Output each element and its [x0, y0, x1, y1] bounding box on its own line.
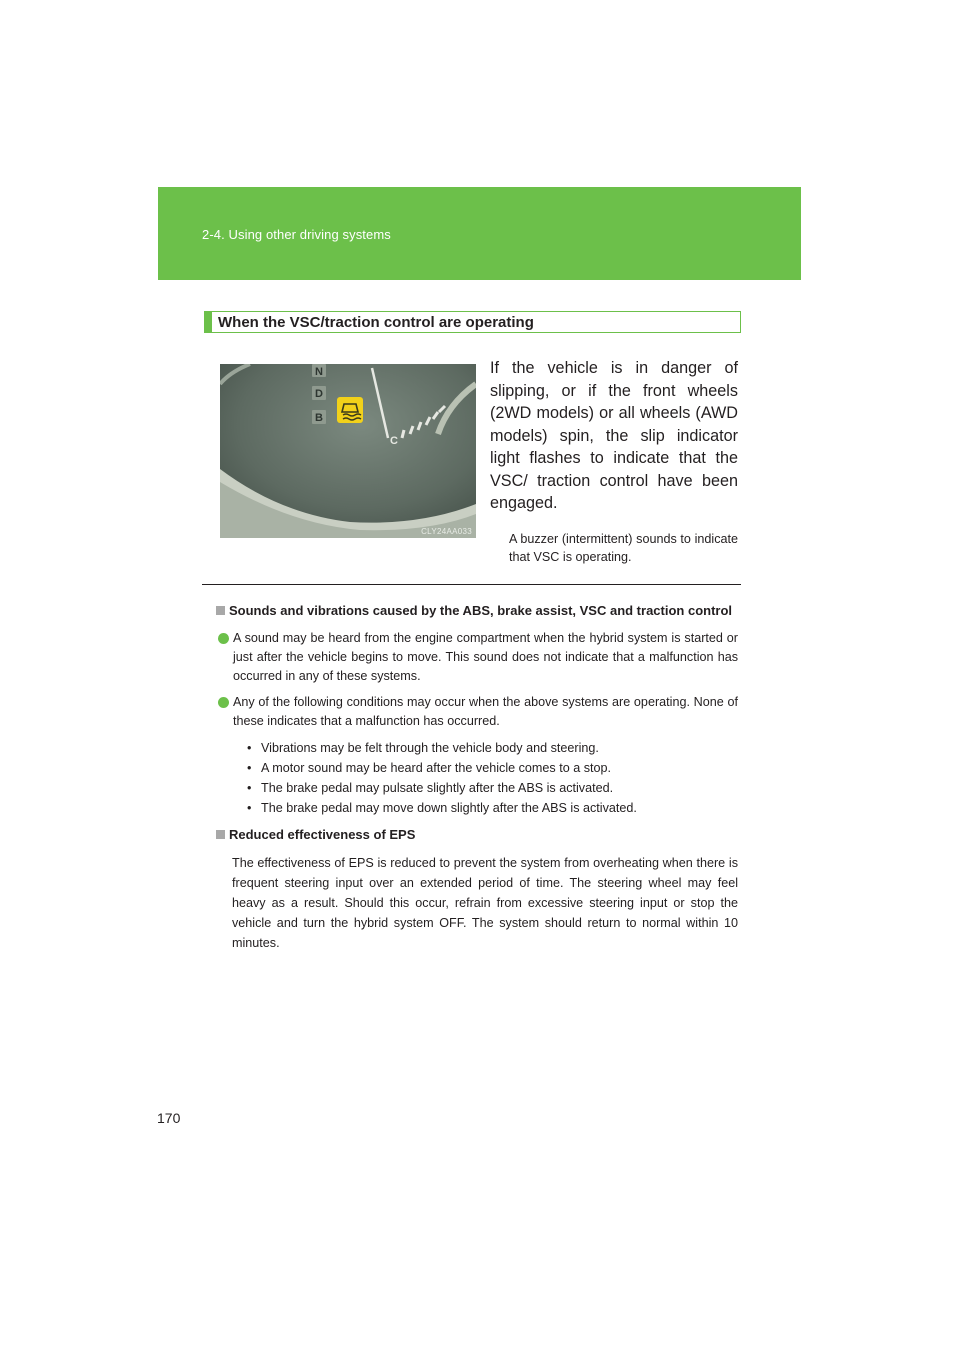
circle-bullet-icon	[218, 633, 229, 644]
section-heading-bar	[205, 312, 212, 332]
figure-code: CLY24AA033	[421, 527, 472, 536]
svg-text:D: D	[315, 388, 323, 400]
condition-item: • The brake pedal may move down slightly after the ABS is activated.	[247, 799, 637, 818]
sounds-heading	[216, 603, 732, 618]
list-item	[218, 693, 738, 731]
intro-paragraph: If the vehicle is in danger of slipping, or if the front wheels (2WD models) or all wheels (AWD models) spin, the slip indicator light flashes to indicate that the VSC/ traction control have been engaged.	[490, 359, 738, 512]
gear-d-icon	[312, 386, 326, 400]
section-heading-text: When the VSC/traction control are operating	[218, 314, 534, 331]
list-item-text: Any of the following conditions may occur when the above systems are operating. None of these indicates that a malfunction has occurred.	[233, 695, 738, 728]
sounds-heading-text: Sounds and vibrations caused by the ABS, brake assist, VSC and traction control	[229, 603, 733, 618]
svg-text:C: C	[390, 435, 398, 447]
square-bullet-icon	[216, 606, 225, 615]
gear-b-icon	[312, 410, 326, 424]
page-number: 170	[157, 1110, 181, 1126]
slip-indicator-icon	[337, 397, 363, 423]
section-divider	[202, 584, 741, 585]
eps-heading	[216, 827, 415, 842]
gear-n-icon	[312, 364, 326, 378]
list-item	[218, 629, 738, 686]
section-heading	[204, 311, 741, 333]
condition-item: • Vibrations may be felt through the vehicle body and steering.	[247, 739, 599, 758]
condition-item: • The brake pedal may pulsate slightly after the ABS is activated.	[247, 779, 613, 798]
dot-bullet-icon: •	[247, 801, 252, 815]
circle-bullet-icon	[218, 697, 229, 708]
square-bullet-icon	[216, 830, 225, 839]
eps-heading-text: Reduced effectiveness of EPS	[229, 827, 416, 842]
condition-item: • A motor sound may be heard after the vehicle comes to a stop.	[247, 759, 611, 778]
dot-bullet-icon: •	[247, 741, 252, 755]
dashboard-figure	[220, 364, 476, 538]
dot-bullet-icon: •	[247, 761, 252, 775]
svg-text:B: B	[315, 412, 323, 424]
dot-bullet-icon: •	[247, 781, 252, 795]
list-item-text: A sound may be heard from the engine compartment when the hybrid system is started or just after the vehicle begins to move. This sound does not indicate that a malfunction has occurred in any of these systems.	[233, 631, 738, 683]
meter-illustration	[220, 364, 476, 538]
svg-text:N: N	[315, 366, 323, 378]
eps-paragraph: The effectiveness of EPS is reduced to prevent the system from overheating when there is frequent steering input over an extended period of time. The steering wheel may feel heavy as a result. Should this occur, refrain from excessive steering input or stop the vehicle and turn the hybrid system OFF. The system should return to normal within 10 minutes.	[232, 856, 738, 950]
buzzer-note: A buzzer (intermittent) sounds to indicate that VSC is operating.	[509, 532, 738, 564]
header-band	[158, 187, 801, 280]
header-section-title: 2-4. Using other driving systems	[202, 227, 391, 242]
